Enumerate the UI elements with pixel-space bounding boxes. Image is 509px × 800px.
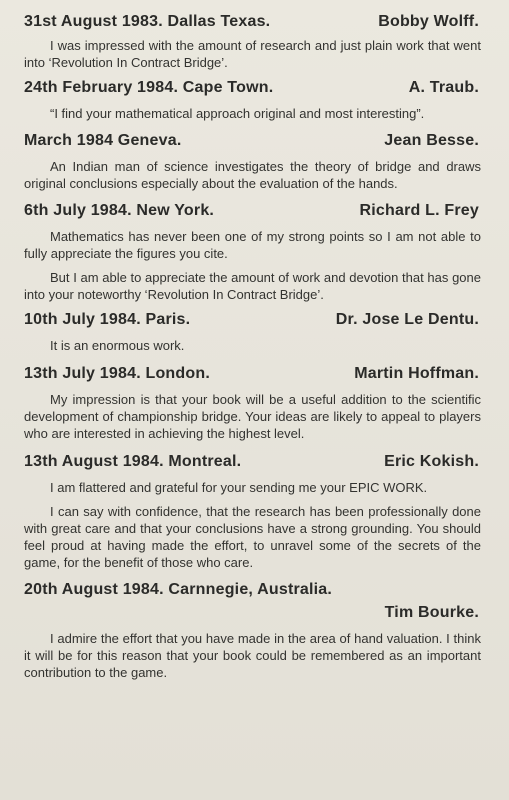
entry-date-place: 10th July 1984. Paris. xyxy=(24,311,191,328)
entry-heading xyxy=(24,452,481,471)
entry-author: Dr. Jose Le Dentu. xyxy=(335,311,479,328)
entry-paragraph: My impression is that your book will be a useful addition to the scientific development of championship bridge. Your ideas are likely to appeal to players who are interested in achieving the highest level. xyxy=(24,392,481,441)
testimonial-entry xyxy=(24,364,481,442)
testimonial-entry xyxy=(24,201,481,303)
entry-date-place: 20th August 1984. Carnnegie, Australia. xyxy=(24,581,333,598)
testimonial-entry xyxy=(24,78,481,122)
entry-heading xyxy=(24,201,481,220)
entry-author: Bobby Wolff. xyxy=(378,13,479,30)
entry-author: Richard L. Frey xyxy=(359,202,479,219)
entry-date-place: 13th August 1984. Montreal. xyxy=(24,453,242,470)
entry-date-place: 6th July 1984. New York. xyxy=(24,202,215,219)
entry-author: Jean Besse. xyxy=(384,132,479,149)
entry-date-place: 31st August 1983. Dallas Texas. xyxy=(24,13,271,30)
testimonial-entry xyxy=(24,452,481,571)
testimonial-entry xyxy=(24,131,481,192)
entry-heading xyxy=(24,12,481,31)
entry-paragraph: I can say with confidence, that the research has been professionally done with great care and that your conclusions have a strong grounding. You should feel proud at having made the effort, to unravel some of the secrets of the game, for the benefit of those who care. xyxy=(24,504,481,570)
entry-author: Tim Bourke. xyxy=(384,604,479,621)
entry-paragraph: Mathematics has never been one of my strong points so I am not able to fully appreciate the figures you cite. xyxy=(24,229,481,261)
entry-heading xyxy=(24,78,481,97)
testimonial-entry xyxy=(24,12,481,71)
testimonial-entry xyxy=(24,580,481,681)
entry-paragraph: I admire the effort that you have made in the area of hand valuation. I think it will be for this reason that your book could be remembered as an important contribution to the game. xyxy=(24,631,481,680)
entry-date-place: March 1984 Geneva. xyxy=(24,132,182,149)
entry-date-place: 13th July 1984. London. xyxy=(24,365,210,382)
testimonial-entry xyxy=(24,310,481,354)
entry-heading xyxy=(24,580,481,622)
entry-date-place: 24th February 1984. Cape Town. xyxy=(24,79,274,96)
entry-paragraph: I am flattered and grateful for your sending me your EPIC WORK. xyxy=(50,480,428,495)
entry-paragraph: But I am able to appreciate the amount of work and devotion that has gone into your noteworthy ‘Revolution In Contract Bridge’. xyxy=(24,270,481,302)
entry-paragraph: I was impressed with the amount of research and just plain work that went into ‘Revolution In Contract Bridge’. xyxy=(24,38,481,70)
entry-author: A. Traub. xyxy=(408,79,479,96)
entry-paragraph: It is an enormous work. xyxy=(50,338,185,353)
entry-heading xyxy=(24,310,481,329)
entry-author: Martin Hoffman. xyxy=(354,365,479,382)
entry-author: Eric Kokish. xyxy=(384,453,479,470)
entry-heading xyxy=(24,131,481,150)
entry-paragraph: “I find your mathematical approach original and most interesting”. xyxy=(50,106,425,121)
entry-heading xyxy=(24,364,481,383)
entry-paragraph: An Indian man of science investigates the theory of bridge and draws original conclusions especially about the evaluation of the hands. xyxy=(24,159,481,191)
